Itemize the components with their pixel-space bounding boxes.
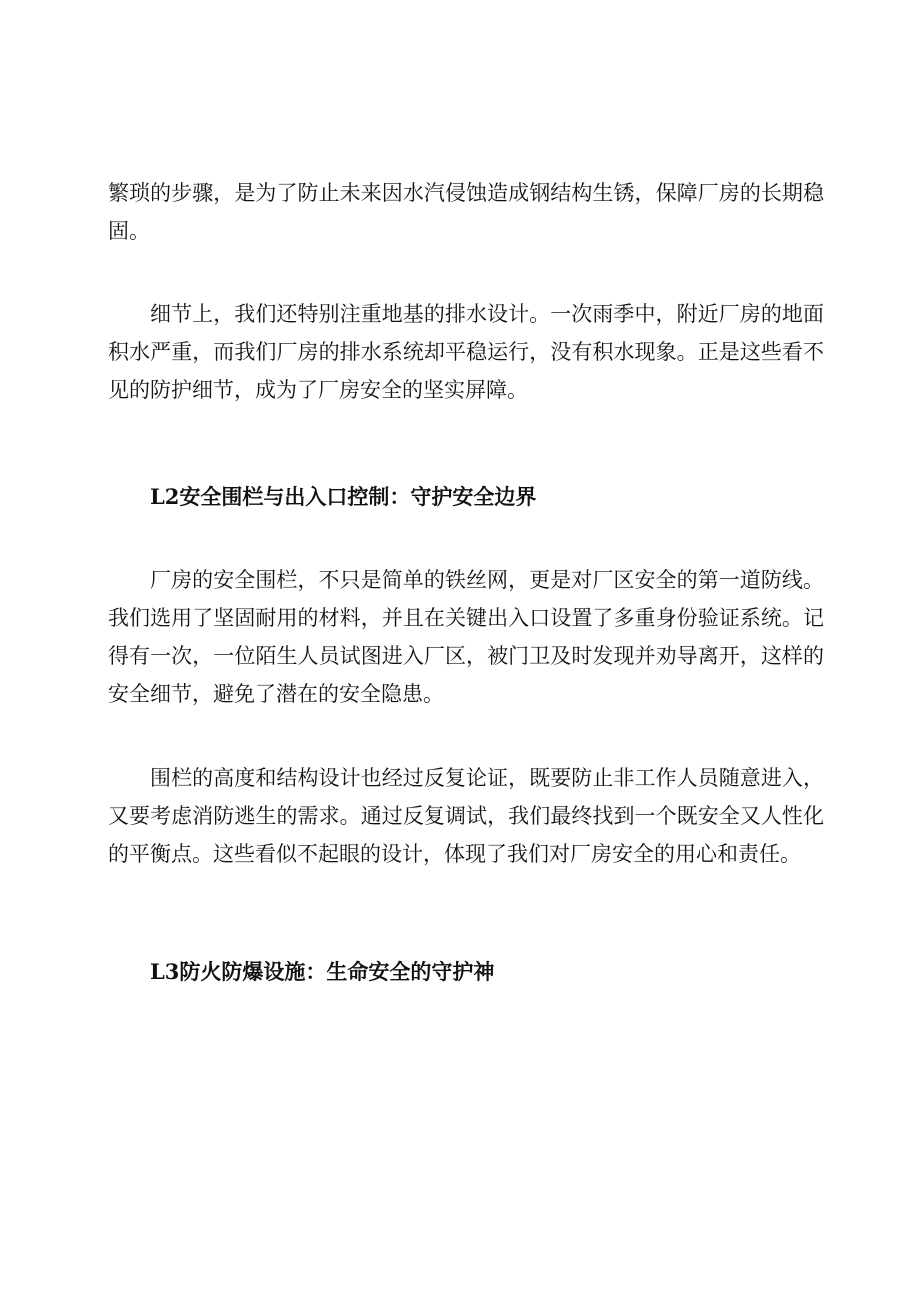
- section-heading-fence-access: [150, 481, 536, 513]
- section-number: L3: [150, 959, 180, 984]
- section-title: 安全围栏与出入口控制：守护安全边界: [179, 485, 537, 509]
- section-number: L2: [150, 484, 180, 509]
- paragraph-fence-design: 围栏的高度和结构设计也经过反复论证，既要防止非工作人员随意进入，又要考虑消防逃生的需求。通过反复调试，我们最终找到一个既安全又人性化的平衡点。这些看似不起眼的设计，体现了我们对厂房安全的用心和责任。: [108, 766, 824, 866]
- paragraph-drainage-design: 细节上，我们还特别注重地基的排水设计。一次雨季中，附近厂房的地面积水严重，而我们厂房的排水系统却平稳运行，没有积水现象。正是这些看不见的防护细节，成为了厂房安全的坚实屏障。: [108, 302, 824, 402]
- section-title: 防火防爆设施：生命安全的守护神: [179, 960, 495, 984]
- paragraph-security-fence: 厂房的安全围栏，不只是简单的铁丝网，更是对厂区安全的第一道防线。我们选用了坚固耐用的材料，并且在关键出入口设置了多重身份验证系统。记得有一次，一位陌生人员试图进入厂区，被门卫及时发现并劝导离开，这样的安全细节，避免了潜在的安全隐患。: [108, 568, 824, 706]
- paragraph-fragment-steel-protection: 繁琐的步骤，是为了防止未来因水汽侵蚀造成钢结构生锈，保障厂房的长期稳固。: [108, 181, 824, 243]
- section-heading-fire-explosion: [150, 956, 494, 988]
